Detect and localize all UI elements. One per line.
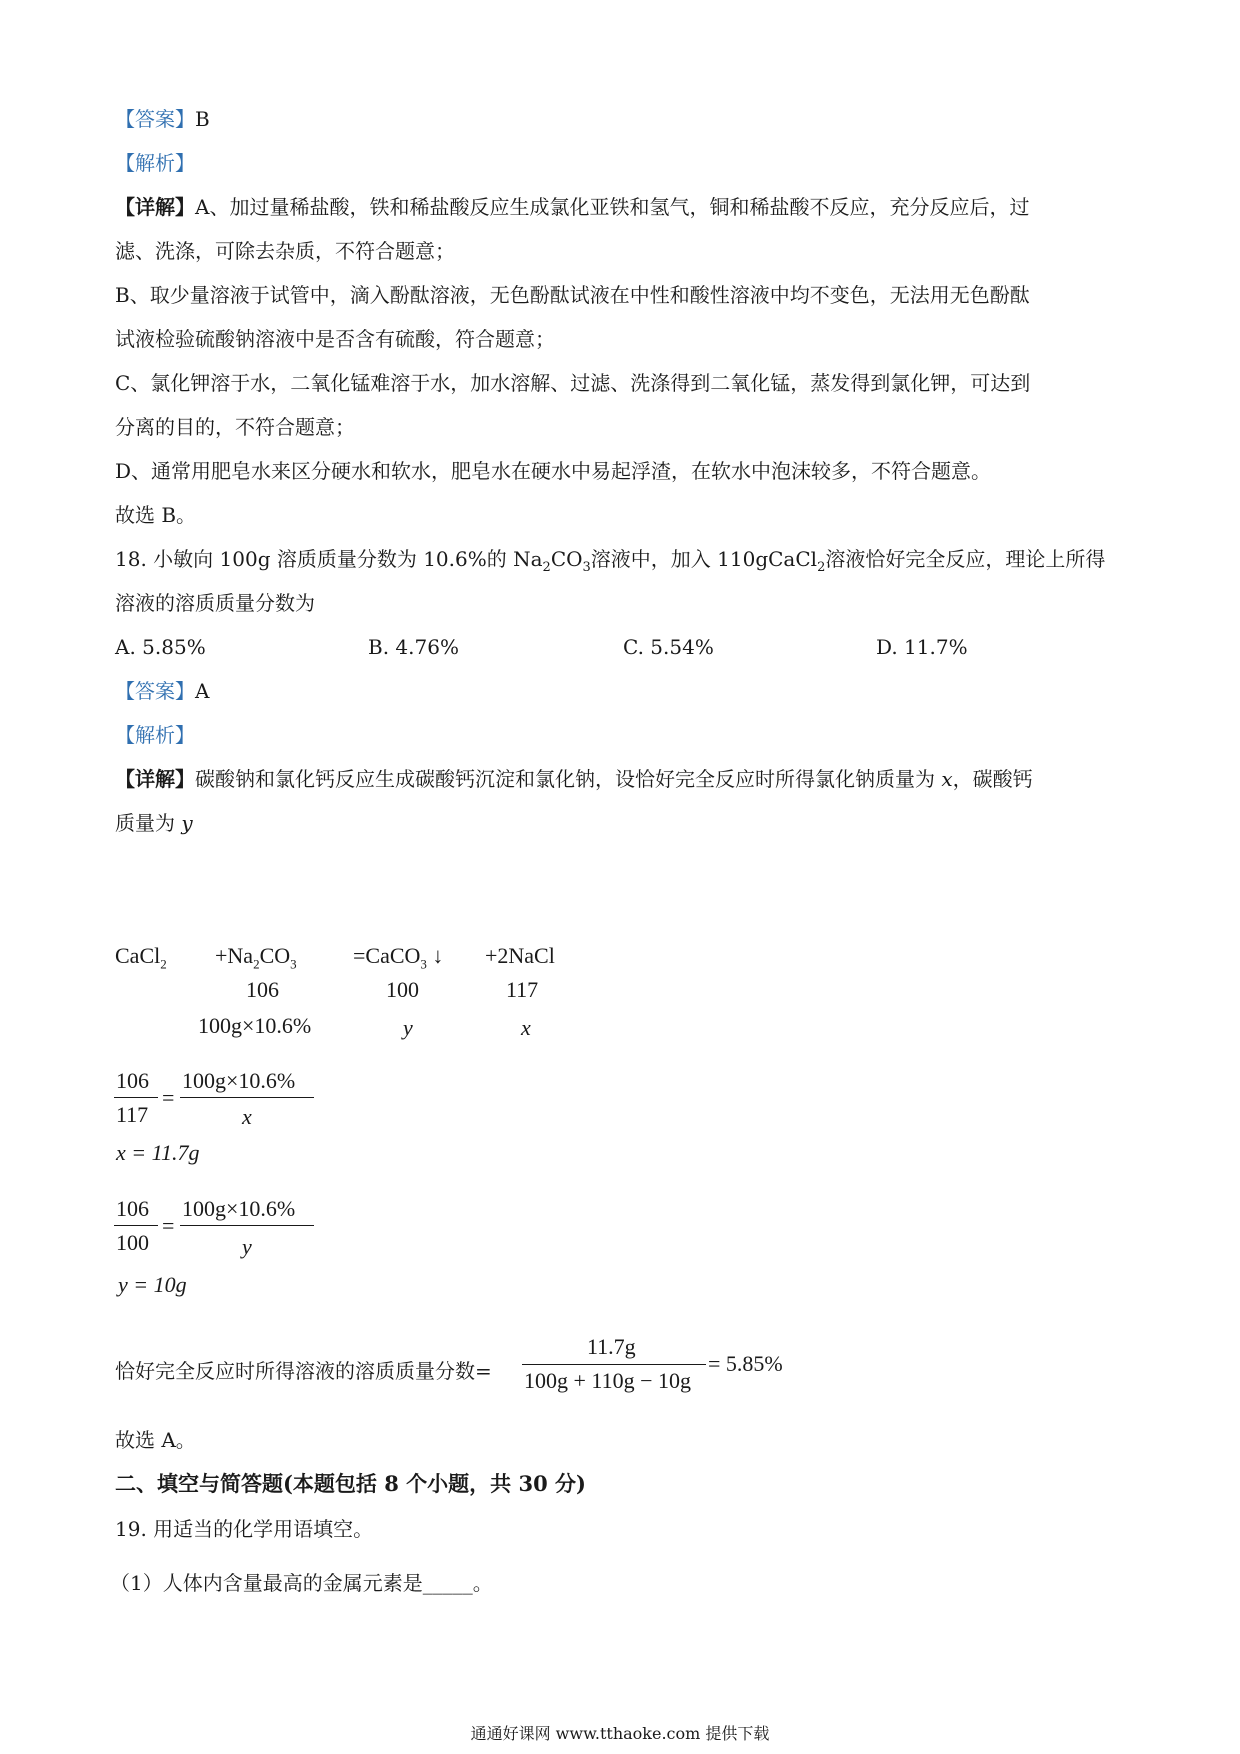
q18-option-a: A. 5.85% [115, 635, 206, 659]
q17-detail-a1: 【详解】A、加过量稀盐酸，铁和稀盐酸反应生成氯化亚铁和氢气，铜和稀盐酸不反应，充分反应后，过 [115, 195, 1030, 219]
ratio2-left-bar [114, 1225, 158, 1226]
ratio2-numerator: 106 [116, 1196, 149, 1221]
equation-mass-nacl: 117 [506, 977, 539, 1002]
q18-analysis-tag: 【解析】 [115, 723, 195, 747]
final-fraction-bar [522, 1364, 706, 1365]
q18-detail-2: 质量为 y [115, 811, 193, 835]
q18-stem-line2: 溶液的溶质质量分数为 [115, 591, 315, 615]
equation-term-cacl2: CaCl$_2$ [115, 943, 167, 972]
equation-value-caco3: y [403, 1015, 413, 1040]
q17-detail-c2: 分离的目的，不符合题意； [115, 415, 355, 439]
ratio2-denominator: 100 [116, 1230, 149, 1255]
equation-mass-caco3: 100 [386, 977, 419, 1002]
q19-stem: 19. 用适当的化学用语填空。 [115, 1517, 374, 1541]
equation-value-nacl: x [521, 1015, 531, 1040]
equation-mass-na2co3: 106 [246, 977, 279, 1002]
ratio2-right-denominator: y [242, 1234, 252, 1259]
q19-sub1: （1）人体内含量最高的金属元素是_____。 [110, 1571, 493, 1595]
q18-conclusion: 故选 A。 [115, 1428, 196, 1452]
ratio2-equals: = [162, 1213, 175, 1238]
q18-option-d: D. 11.7% [876, 635, 968, 659]
ratio2-right-numerator: 100g×10.6% [182, 1196, 296, 1221]
section2-heading: 二、填空与简答题(本题包括 8 个小题，共 30 分) [115, 1471, 586, 1496]
q18-answer: 【答案】A [115, 679, 210, 703]
q18-option-b: B. 4.76% [368, 635, 459, 659]
q17-detail-d: D、通常用肥皂水来区分硬水和软水，肥皂水在硬水中易起浮渣，在软水中泡沫较多，不符合题意。 [115, 459, 992, 483]
q18-detail-1: 【详解】碳酸钠和氯化钙反应生成碳酸钙沉淀和氯化钠，设恰好完全反应时所得氯化钠质量为 x，碳酸钙 [115, 767, 1033, 791]
q17-answer [115, 106, 210, 132]
answer-value: B [195, 107, 210, 131]
detail-tag: 【详解】 [115, 195, 195, 219]
final-result: = 5.85% [708, 1351, 783, 1376]
q17-detail-b1: B、取少量溶液于试管中，滴入酚酞溶液，无色酚酞试液在中性和酸性溶液中均不变色，无法用无色酚酞 [115, 283, 1030, 307]
q17-conclusion: 故选 B。 [115, 503, 197, 527]
q17-analysis-tag: 【解析】 [115, 151, 195, 175]
final-label: 恰好完全反应时所得溶液的溶质质量分数= [115, 1359, 492, 1383]
q17-detail-a2: 滤、洗涤，可除去杂质，不符合题意； [115, 239, 455, 263]
q17-detail-c1: C、氯化钾溶于水，二氧化锰难溶于水，加水溶解、过滤、洗涤得到二氧化锰，蒸发得到氯化钾，可达到 [115, 371, 1031, 395]
answer-tag: 【答案】 [115, 107, 195, 131]
equation-term-na2co3: $+Na_2CO_3$ [215, 943, 297, 972]
final-denominator: 100g + 110g − 10g [524, 1368, 691, 1393]
q18-option-c: C. 5.54% [623, 635, 714, 659]
ratio1-right-bar [180, 1097, 314, 1098]
equation-term-nacl: +2NaCl [485, 943, 555, 968]
page-footer: 通通好课网 www.tthaoke.com 提供下载 [470, 1724, 770, 1743]
ratio1-right-numerator: 100g×10.6% [182, 1068, 296, 1093]
equation-value-na2co3: 100g×10.6% [198, 1013, 312, 1038]
ratio1-numerator: 106 [116, 1068, 149, 1093]
q18-stem-line1: 18. 小敏向 100g 溶质质量分数为 10.6%的 $Na_2CO_3$溶液中，加入 110gCaCl$_2$溶液恰好完全反应，理论上所得 [115, 547, 1106, 575]
ratio1-equals: = [162, 1085, 175, 1110]
ratio2-result: y = 10g [118, 1272, 187, 1297]
final-numerator: 11.7g [587, 1334, 636, 1359]
ratio2-right-bar [180, 1225, 314, 1226]
q17-detail-b2: 试液检验硫酸钠溶液中是否含有硫酸，符合题意； [115, 327, 555, 351]
ratio1-denominator: 117 [116, 1102, 149, 1127]
ratio1-left-bar [114, 1097, 158, 1098]
equation-term-caco3: =CaCO$_3$ ↓ [353, 943, 444, 972]
ratio1-result: x = 11.7g [116, 1140, 200, 1165]
ratio1-right-denominator: x [242, 1104, 252, 1129]
